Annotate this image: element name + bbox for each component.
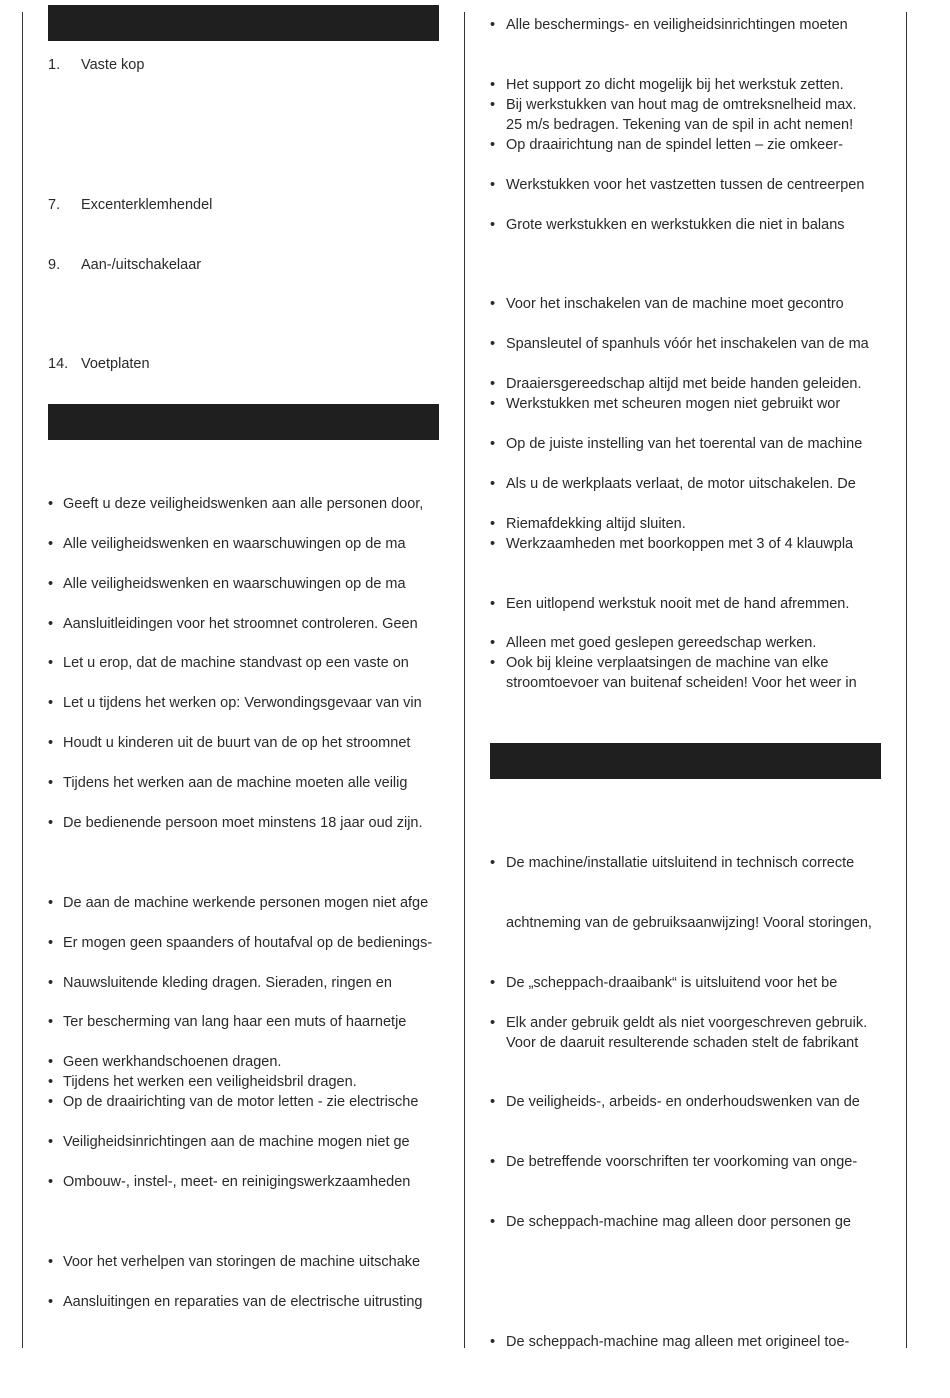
bullet-text: Op draairichtung nan de spindel letten – zie omkeer- <box>506 137 843 153</box>
bullet-glyph: • <box>48 1074 54 1090</box>
bullet-glyph: • <box>490 516 496 532</box>
center-column-rule <box>464 12 465 1348</box>
bullet-glyph: • <box>48 775 54 791</box>
safety-bullet <box>490 1152 858 1172</box>
bullet-text: Nauwsluitende kleding dragen. Sieraden, ringen en <box>63 975 392 991</box>
bullet-glyph: • <box>490 396 496 412</box>
bullet-glyph: • <box>490 596 496 612</box>
bullet-glyph: • <box>48 1054 54 1070</box>
left-margin-rule <box>22 12 23 1348</box>
bullet-glyph: • <box>48 496 54 512</box>
bullet-text: Op de juiste instelling van het toerental van de machine <box>506 436 863 452</box>
bullet-glyph: • <box>490 975 496 991</box>
bullet-text: Voor het verhelpen van storingen de machine uitschake <box>63 1254 421 1270</box>
bullet-text: Werkstukken met scheuren mogen niet gebruikt wor <box>506 396 841 412</box>
safety-bullet <box>490 334 869 354</box>
bullet-text: Bij werkstukken van hout mag de omtreksnelheid max. <box>506 97 857 113</box>
item-text: Voetplaten <box>81 356 150 372</box>
bullet-text: Veiligheidsinrichtingen aan de machine mogen niet ge <box>63 1134 410 1150</box>
bullet-text: Werkstukken voor het vastzetten tussen de centreerpen <box>506 177 865 193</box>
bullet-glyph: • <box>48 935 54 951</box>
right-margin-rule <box>906 12 907 1348</box>
bullet-text: De bedienende persoon moet minstens 18 jaar oud zijn. <box>63 815 423 831</box>
bullet-text: De aan de machine werkende personen mogen niet afge <box>63 895 429 911</box>
safety-bullet <box>490 1212 851 1232</box>
safety-bullet <box>48 574 406 594</box>
bullet-text: Tijdens het werken een veiligheidsbril dragen. <box>63 1074 357 1090</box>
bullet-glyph: • <box>490 177 496 193</box>
bullet-glyph: • <box>48 536 54 552</box>
safety-bullet <box>490 1332 850 1352</box>
bullet-text: Geeft u deze veiligheidswenken aan alle personen door, <box>63 496 424 512</box>
safety-bullet <box>490 973 838 993</box>
safety-bullet <box>490 394 841 414</box>
bullet-glyph: • <box>490 1094 496 1110</box>
item-text: Aan-/uitschakelaar <box>81 257 202 273</box>
bullet-glyph: • <box>490 376 496 392</box>
safety-bullet <box>490 175 865 195</box>
safety-bullet <box>48 1052 282 1072</box>
safety-bullet <box>48 813 423 833</box>
bullet-text: 25 m/s bedragen. Tekening van de spil in acht nemen! <box>506 117 854 133</box>
safety-bullet <box>490 75 844 95</box>
bullet-text: Alle veiligheidswenken en waarschuwingen op de ma <box>63 536 406 552</box>
bullet-glyph: • <box>490 1154 496 1170</box>
bullet-glyph: • <box>48 735 54 751</box>
bullet-text: Draaiersgereedschap altijd met beide handen geleiden. <box>506 376 862 392</box>
item-number: 1. <box>48 57 61 73</box>
bullet-text: Op de draairichting van de motor letten - zie electrische <box>63 1094 419 1110</box>
safety-bullet <box>48 1292 423 1312</box>
bullet-glyph: • <box>48 655 54 671</box>
safety-bullet <box>490 135 843 155</box>
section-header-bar <box>490 743 881 779</box>
safety-bullet <box>490 215 845 235</box>
bullet-text: Geen werkhandschoenen dragen. <box>63 1054 282 1070</box>
bullet-text: De machine/installatie uitsluitend in technisch correcte <box>506 855 855 871</box>
bullet-text: Er mogen geen spaanders of houtafval op de bedienings- <box>63 935 433 951</box>
safety-bullet <box>48 733 411 753</box>
bullet-text: Aansluitleidingen voor het stroomnet controleren. Geen <box>63 616 418 632</box>
bullet-glyph: • <box>490 436 496 452</box>
bullet-glyph: • <box>48 1174 54 1190</box>
bullet-text: Grote werkstukken en werkstukken die niet in balans <box>506 217 845 233</box>
bullet-text: Als u de werkplaats verlaat, de motor uitschakelen. De <box>506 476 856 492</box>
safety-bullet <box>490 15 848 35</box>
bullet-glyph: • <box>490 137 496 153</box>
bullet-glyph: • <box>490 17 496 33</box>
bullet-text: Ook bij kleine verplaatsingen de machine van elke <box>506 655 829 671</box>
bullet-text: Alle veiligheidswenken en waarschuwingen op de ma <box>63 576 406 592</box>
section-header-bar <box>48 5 439 41</box>
safety-bullet <box>48 614 418 634</box>
safety-bullet <box>48 1252 421 1272</box>
bullet-text: Riemafdekking altijd sluiten. <box>506 516 686 532</box>
safety-bullet <box>490 534 854 554</box>
bullet-glyph: • <box>48 695 54 711</box>
safety-bullet <box>490 374 862 394</box>
safety-bullet <box>490 594 850 614</box>
bullet-glyph: • <box>490 97 496 113</box>
bullet-text: De „scheppach-draaibank“ is uitsluitend voor het be <box>506 975 838 991</box>
bullet-text: Tijdens het werken aan de machine moeten alle veilig <box>63 775 408 791</box>
bullet-glyph: • <box>490 1214 496 1230</box>
bullet-text: De betreffende voorschriften ter voorkoming van onge- <box>506 1154 858 1170</box>
bullet-glyph: • <box>48 895 54 911</box>
bullet-text: Voor het inschakelen van de machine moet gecontro <box>506 296 844 312</box>
bullet-text: Ombouw-, instel-, meet- en reinigingswerkzaamheden <box>63 1174 411 1190</box>
bullet-glyph: • <box>490 1015 496 1031</box>
safety-bullet <box>48 1172 411 1192</box>
safety-bullet <box>490 1013 868 1033</box>
safety-bullet <box>48 534 406 554</box>
safety-bullet <box>490 653 829 673</box>
bullet-glyph: • <box>490 476 496 492</box>
bullet-glyph: • <box>48 1014 54 1030</box>
safety-bullet <box>490 294 844 314</box>
safety-bullet <box>48 1092 419 1112</box>
bullet-text: Spansleutel of spanhuls vóór het inschakelen van de ma <box>506 336 869 352</box>
bullet-text: Aansluitingen en reparaties van de electrische uitrusting <box>63 1294 423 1310</box>
item-text: Vaste kop <box>81 57 145 73</box>
bullet-text: De scheppach-machine mag alleen met origineel toe- <box>506 1334 850 1350</box>
safety-bullet <box>48 693 422 713</box>
bullet-glyph: • <box>48 1134 54 1150</box>
safety-bullet <box>48 973 392 993</box>
bullet-glyph: • <box>490 296 496 312</box>
bullet-glyph: • <box>48 815 54 831</box>
safety-bullet <box>48 653 409 673</box>
safety-bullet <box>48 893 429 913</box>
safety-bullet <box>48 1132 410 1152</box>
bullet-text: Elk ander gebruik geldt als niet voorgeschreven gebruik. <box>506 1015 868 1031</box>
bullet-glyph: • <box>490 1334 496 1350</box>
safety-bullet <box>48 773 408 793</box>
bullet-glyph: • <box>48 616 54 632</box>
bullet-glyph: • <box>48 1294 54 1310</box>
bullet-glyph: • <box>48 576 54 592</box>
bullet-glyph: • <box>490 77 496 93</box>
bullet-text: Een uitlopend werkstuk nooit met de hand afremmen. <box>506 596 850 612</box>
safety-bullet <box>48 933 433 953</box>
bullet-glyph: • <box>490 635 496 651</box>
bullet-glyph: • <box>490 855 496 871</box>
bullet-glyph: • <box>48 975 54 991</box>
bullet-text: Voor de daaruit resulterende schaden stelt de fabrikant <box>506 1035 859 1051</box>
bullet-text: Alle beschermings- en veiligheidsinrichtingen moeten <box>506 17 848 33</box>
bullet-text: Houdt u kinderen uit de buurt van de op het stroomnet <box>63 735 411 751</box>
bullet-text: Alleen met goed geslepen gereedschap werken. <box>506 635 817 651</box>
bullet-continuation <box>506 673 857 693</box>
item-number: 9. <box>48 257 61 273</box>
bullet-glyph: • <box>48 1094 54 1110</box>
safety-bullet <box>48 1072 357 1092</box>
bullet-text: Het support zo dicht mogelijk bij het werkstuk zetten. <box>506 77 844 93</box>
bullet-glyph: • <box>490 536 496 552</box>
bullet-continuation <box>506 913 872 933</box>
bullet-continuation <box>506 1033 858 1053</box>
bullet-glyph: • <box>490 336 496 352</box>
bullet-glyph: • <box>490 217 496 233</box>
bullet-text: Ter bescherming van lang haar een muts of haarnetje <box>63 1014 407 1030</box>
bullet-text: achtneming van de gebruiksaanwijzing! Vooral storingen, <box>506 915 872 931</box>
safety-bullet <box>490 1092 860 1112</box>
safety-bullet <box>48 1012 407 1032</box>
bullet-glyph: • <box>490 655 496 671</box>
bullet-glyph: • <box>48 1254 54 1270</box>
section-header-bar <box>48 404 439 440</box>
safety-bullet <box>48 494 424 514</box>
bullet-text: stroomtoevoer van buitenaf scheiden! Voor het weer in <box>506 675 857 691</box>
bullet-text: Let u tijdens het werken op: Verwondingsgevaar van vin <box>63 695 422 711</box>
bullet-text: De veiligheids-, arbeids- en onderhoudswenken van de <box>506 1094 860 1110</box>
safety-bullet <box>490 95 857 115</box>
safety-bullet <box>490 633 817 653</box>
item-number: 14. <box>48 356 69 372</box>
safety-bullet <box>490 853 855 873</box>
safety-bullet <box>490 474 856 494</box>
safety-bullet <box>490 514 686 534</box>
item-text: Excenterklemhendel <box>81 197 213 213</box>
bullet-text: Let u erop, dat de machine standvast op een vaste on <box>63 655 409 671</box>
safety-bullet <box>490 434 863 454</box>
bullet-continuation <box>506 115 853 135</box>
bullet-text: Werkzaamheden met boorkoppen met 3 of 4 klauwpla <box>506 536 854 552</box>
item-number: 7. <box>48 197 61 213</box>
bullet-text: De scheppach-machine mag alleen door personen ge <box>506 1214 851 1230</box>
